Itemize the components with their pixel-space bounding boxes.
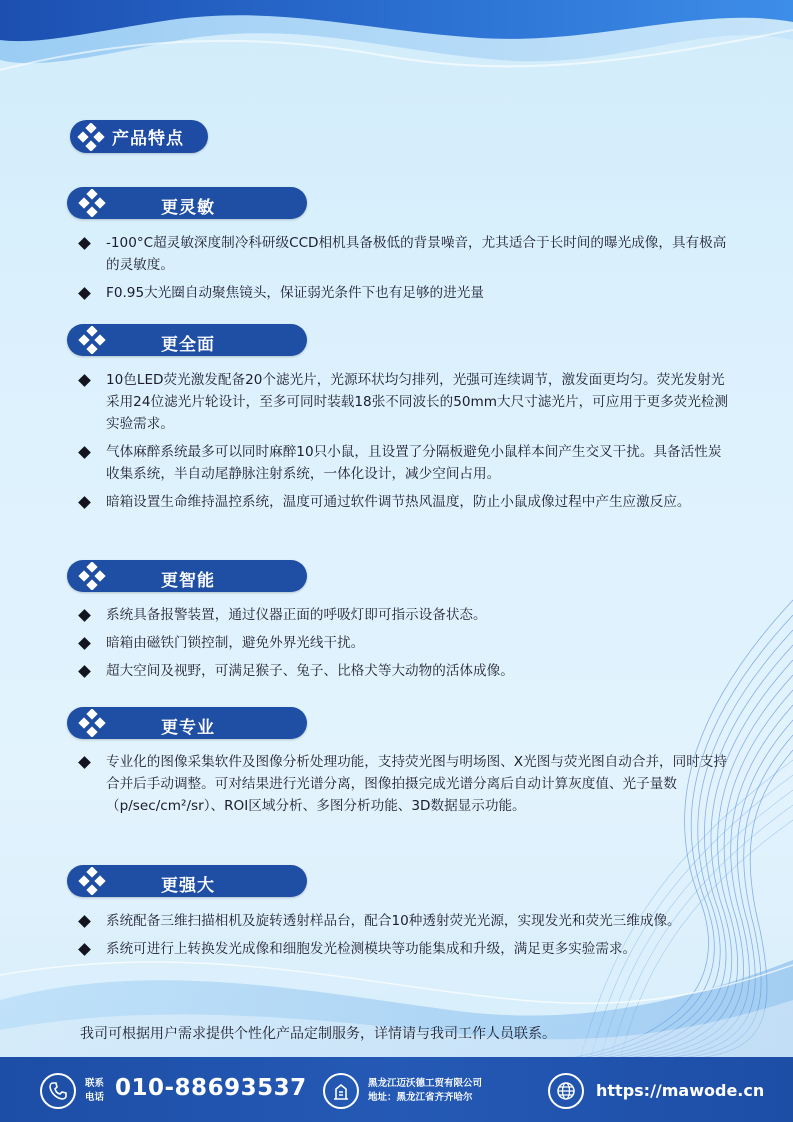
diamond-cluster-icon bbox=[77, 189, 107, 217]
section-badge-powerful bbox=[67, 865, 307, 897]
list-item: 暗箱由磁铁门锁控制，避免外界光线干扰。 bbox=[80, 632, 730, 654]
section-title: 更灵敏 bbox=[161, 198, 215, 218]
list-item: 系统配备三维扫描相机及旋转透射样品台，配合10种透射荧光光源，实现发光和荧光三维成像。 bbox=[80, 910, 730, 932]
customization-note: 我司可根据用户需求提供个性化产品定制服务，详情请与我司工作人员联系。 bbox=[80, 1026, 556, 1042]
diamond-cluster-icon bbox=[77, 709, 107, 737]
company-address: 地址：黑龙江省齐齐哈尔 bbox=[368, 1092, 473, 1103]
footer-bar bbox=[0, 1057, 793, 1122]
diamond-cluster-icon bbox=[77, 562, 107, 590]
bullet-list bbox=[80, 369, 730, 519]
diamond-bullet-icon bbox=[78, 496, 91, 509]
diamond-bullet-icon bbox=[78, 446, 91, 459]
list-item: 超大空间及视野，可满足猴子、兔子、比格犬等大动物的活体成像。 bbox=[80, 660, 730, 682]
building-icon bbox=[323, 1073, 359, 1109]
section-title: 更专业 bbox=[161, 718, 215, 738]
diamond-bullet-icon bbox=[78, 609, 91, 622]
contact-label: 联系 bbox=[85, 1078, 105, 1089]
phone-number[interactable]: 010-88693537 bbox=[115, 1075, 307, 1101]
diamond-cluster-icon bbox=[77, 326, 107, 354]
bullet-list bbox=[80, 751, 730, 823]
list-item: 专业化的图像采集软件及图像分析处理功能，支持荧光图与明场图、X光图与荧光图自动合并，同时支持合并后手动调整。可对结果进行光谱分离，图像拍摄完成光谱分离后自动计算灰度值、光子量数（p/sec/cm²/sr）、ROI区域分析、多图分析功能、3D数据显示功能。 bbox=[80, 751, 730, 817]
section-title: 更全面 bbox=[161, 335, 215, 355]
list-item: F0.95大光圈自动聚焦镜头，保证弱光条件下也有足够的进光量 bbox=[80, 282, 730, 304]
diamond-bullet-icon bbox=[78, 287, 91, 300]
section-title: 更强大 bbox=[161, 876, 215, 896]
phone-label: 电话 bbox=[85, 1092, 105, 1103]
diamond-bullet-icon bbox=[78, 756, 91, 769]
diamond-bullet-icon bbox=[78, 943, 91, 956]
list-item: 暗箱设置生命维持温控系统，温度可通过软件调节热风温度，防止小鼠成像过程中产生应激反应。 bbox=[80, 491, 730, 513]
page-title: 产品特点 bbox=[112, 129, 184, 149]
diamond-bullet-icon bbox=[78, 915, 91, 928]
website-link[interactable]: https://mawode.cn bbox=[596, 1081, 765, 1100]
list-item: 气体麻醉系统最多可以同时麻醉10只小鼠，且设置了分隔板避免小鼠样本间产生交叉干扰。具备活性炭收集系统，半自动尾静脉注射系统，一体化设计，减少空间占用。 bbox=[80, 441, 730, 485]
main-title-badge bbox=[70, 120, 208, 153]
list-item: 10色LED荧光激发配备20个滤光片，光源环状均匀排列，光强可连续调节，激发面更均匀。荧光发射光采用24位滤光片轮设计，至多可同时装载18张不同波长的50mm大尺寸滤光片，可应用于更多荧光检测实验需求。 bbox=[80, 369, 730, 435]
globe-icon bbox=[548, 1073, 584, 1109]
section-badge-professional bbox=[67, 707, 307, 739]
section-title: 更智能 bbox=[161, 571, 215, 591]
company-name: 黑龙江迈沃德工贸有限公司 bbox=[368, 1078, 483, 1089]
bullet-list bbox=[80, 910, 730, 966]
section-badge-sensitive bbox=[67, 187, 307, 219]
list-item: 系统具备报警装置，通过仪器正面的呼吸灯即可指示设备状态。 bbox=[80, 604, 730, 626]
diamond-bullet-icon bbox=[78, 374, 91, 387]
list-item: 系统可进行上转换发光成像和细胞发光检测模块等功能集成和升级，满足更多实验需求。 bbox=[80, 938, 730, 960]
diamond-bullet-icon bbox=[78, 237, 91, 250]
diamond-cluster-icon bbox=[76, 123, 106, 151]
bullet-list bbox=[80, 604, 730, 688]
diamond-bullet-icon bbox=[78, 637, 91, 650]
diamond-bullet-icon bbox=[78, 665, 91, 678]
section-badge-comprehensive bbox=[67, 324, 307, 356]
section-badge-smart bbox=[67, 560, 307, 592]
list-item: -100°C超灵敏深度制冷科研级CCD相机具备极低的背景噪音，尤其适合于长时间的曝光成像，具有极高的灵敏度。 bbox=[80, 232, 730, 276]
bullet-list bbox=[80, 232, 730, 310]
phone-icon bbox=[40, 1073, 76, 1109]
diamond-cluster-icon bbox=[77, 867, 107, 895]
